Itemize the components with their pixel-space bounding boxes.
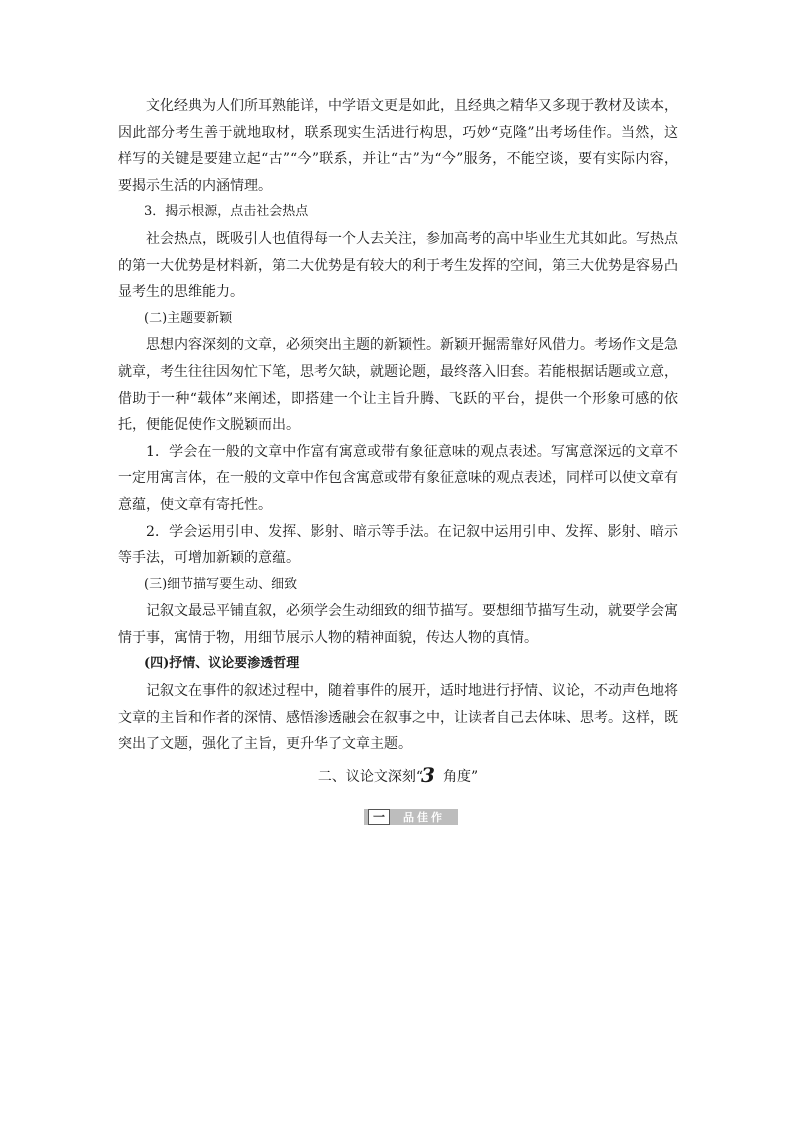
paragraph-rhetorical-techniques: 2．学会运用引申、发挥、影射、暗示等手法。在记叙中运用引申、发挥、影射、暗示等手法，可增加新颖的意蕴。 — [118, 523, 678, 567]
heading-novel-theme: (二)主题要新颖 — [144, 310, 233, 326]
section-title-prefix: 二、议论文深刻“ — [317, 768, 424, 785]
section-title-suffix: 角度” — [442, 768, 479, 785]
section-title — [118, 762, 678, 791]
section-title-number: 3 — [421, 762, 435, 787]
document-body — [118, 93, 678, 790]
paragraph-novel-theme: 思想内容深刻的文章，必须突出主题的新颖性。新颖开掘需靠好风借力。考场作文是急就章，考生往往因匆忙下笔，思考欠缺，就题论题，最终落入旧套。若能根据话题或立意，借助于一种“载体”来阐述，即搭建一个让主旨升腾、飞跃的平台，提供一个形象可感的依托，便能促使作文脱颖而出。 — [118, 337, 678, 434]
paragraph-philosophy: 记叙文在事件的叙述过程中，随着事件的展开，适时地进行抒情、议论，不动声色地将文章的主旨和作者的深情、感悟渗透融会在叙事之中，让读者自己去体味、思考。这样，既突出了文题，强化了主旨，更升华了文章主题。 — [118, 683, 678, 753]
heading-philosophy: (四)抒情、议论要渗透哲理 — [144, 656, 300, 672]
paragraph-social-hotspots: 社会热点，既吸引人也值得每一个人去关注，参加高考的高中毕业生尤其如此。写热点的第一大优势是材料新，第二大优势是有较大的利于考生发挥的空间，第三大优势是容易凸显考生的思维能力。 — [118, 230, 678, 301]
paragraph-vivid-details: 记叙文最忌平铺直叙，必须学会生动细致的细节描写。要想细节描写生动，就要学会寓情于事，寓情于物，用细节展示人物的精神面貌，传达人物的真情。 — [118, 603, 678, 646]
paragraph-classics: 文化经典为人们所耳熟能详，中学语文更是如此，且经典之精华又多现于教材及读本，因此部分考生善于就地取材，联系现实生活进行构思，巧妙“克隆”出考场佳作。当然，这样写的关键是要建立起“古”“今”联系，并让“古”为“今”服务，不能空谈，要有实际内容，要揭示生活的内涵情理。 — [118, 98, 678, 194]
banner-number: 一 — [368, 809, 390, 825]
section-banner — [364, 809, 458, 825]
banner-label: 品佳作 — [403, 811, 445, 824]
heading-vivid-details: (三)细节描写要生动、细致 — [144, 576, 298, 592]
heading-social-hotspots: 3．揭示根源，点击社会热点 — [144, 204, 309, 220]
paragraph-symbolic-expression: 1．学会在一般的文章中作富有寓意或带有象征意味的观点表述。写寓意深远的文章不一定用寓言体，在一般的文章中作包含寓意或带有象征意味的观点表述，同样可以使文章有意蕴，使文章有寄托性。 — [118, 443, 678, 513]
